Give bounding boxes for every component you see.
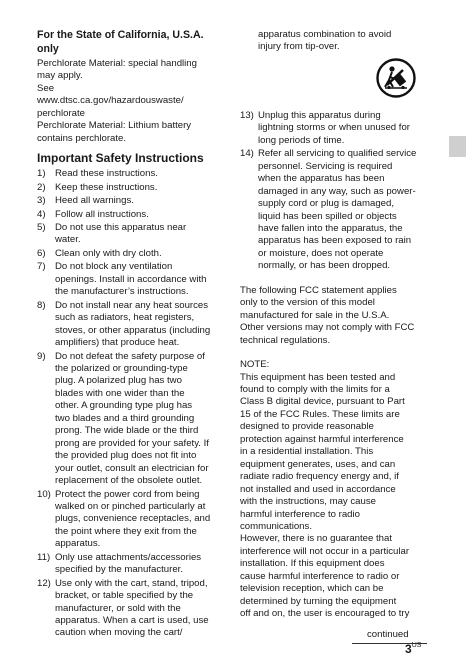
continuation-text [240,29,426,54]
california-heading [37,29,221,56]
left-column [37,0,221,641]
list-item: 4) Follow all instructions. [37,208,149,220]
perchlorate-text [37,58,221,145]
list-item: 10) Protect the power cord from being walked on or pinched particularly at plugs, convenience receptacles, and the point where they exit from the apparatus. [37,488,211,550]
fcc-note: NOTE: This equipment has been tested and found to comply with the limits for a Class B digital device, pursuant to Part 15 of the FCC Rules. These limits are designed to provide reasonable protection against harmful interference in a residential installation. This equipment generates, uses, and can radiate radio frequency energy and, if not installed and used in accordance with the instructions, may cause harmful interference to radio communications. However, there is no guarantee that interference will not occur in a particular installation. If this equipment does cause harmful interference to radio or television reception, which can be determined by turning the equipment off and on, the user is encouraged to try [240,359,410,620]
list-item: 12) Use only with the cart, stand, tripod, bracket, or table specified by the manufacturer, or sold with the apparatus. When a cart is used, use caution when moving the cart/ [37,577,209,639]
list-item: 1) Read these instructions. [37,168,158,180]
list-item: 6) Clean only with dry cloth. [37,247,162,259]
fcc-statement: The following FCC statement applies only to the version of this model manufactured for sale in the U.S.A. Other versions may not comply with FCC technical regulations. [240,284,415,346]
cart-tip-over-warning-icon [376,58,416,98]
page-number: $3^{US}$ [405,642,422,656]
continued-label: continued [367,629,409,640]
text-line: www.dtsc.ca.gov/hazardouswaste/ [37,95,184,107]
text-line: may apply. [37,70,83,82]
note-label: NOTE: [240,359,270,371]
list-item: 14) Refer all servicing to qualified service personnel. Servicing is required when the apparatus has been damaged in any way, such as power- supply cord or plug is damaged, liquid has been spilled or objects have fallen into the apparatus, the apparatus has been exposed to rain or moisture, does not operate normally, or has been dropped. [240,148,417,272]
list-item: 8) Do not install near any heat sources such as radiators, heat registers, stoves, or other apparatus (including amplifiers) that produce heat. [37,299,211,349]
california-heading-line-1: For the State of California, U.S.A. [37,29,204,41]
list-item: 13) Unplug this apparatus during lightning storms or when unused for long periods of time. [240,109,410,146]
list-item: 11) Only use attachments/accessories specified by the manufacturer. [37,551,202,576]
safety-list-continued [240,110,426,273]
list-item: 3) Heed all warnings. [37,195,134,207]
list-item: 2) Keep these instructions. [37,181,158,193]
california-heading-line-2: only [37,42,59,55]
text-line: contains perchlorate. [37,132,127,144]
section-tab-marker [449,136,466,157]
text-line: injury from tip-over. [258,41,340,53]
list-item: 5) Do not use this apparatus near water. [37,221,187,246]
safety-heading: Important Safety Instructions [37,151,204,166]
safety-list [37,168,221,640]
list-item: 9) Do not defeat the safety purpose of the polarized or grounding-type plug. A polarized plug has two blades with one wider than the other. A grounding type plug has two blades and a third grounding prong. The wide blade or the third prong are provided for your safety. If the provided plug does not fit into your outlet, consult an electrician for replacement of the obsolete outlet. [37,350,209,487]
text-line: perchlorate [37,107,85,119]
list-item: 7) Do not block any ventilation openings. Install in accordance with the manufacturer’s instructions. [37,261,207,298]
text-line: See [37,82,55,94]
text-line: apparatus combination to avoid [258,29,392,40]
text-line: Perchlorate Material: special handling [37,58,197,69]
text-line: Perchlorate Material: Lithium battery [37,120,192,132]
